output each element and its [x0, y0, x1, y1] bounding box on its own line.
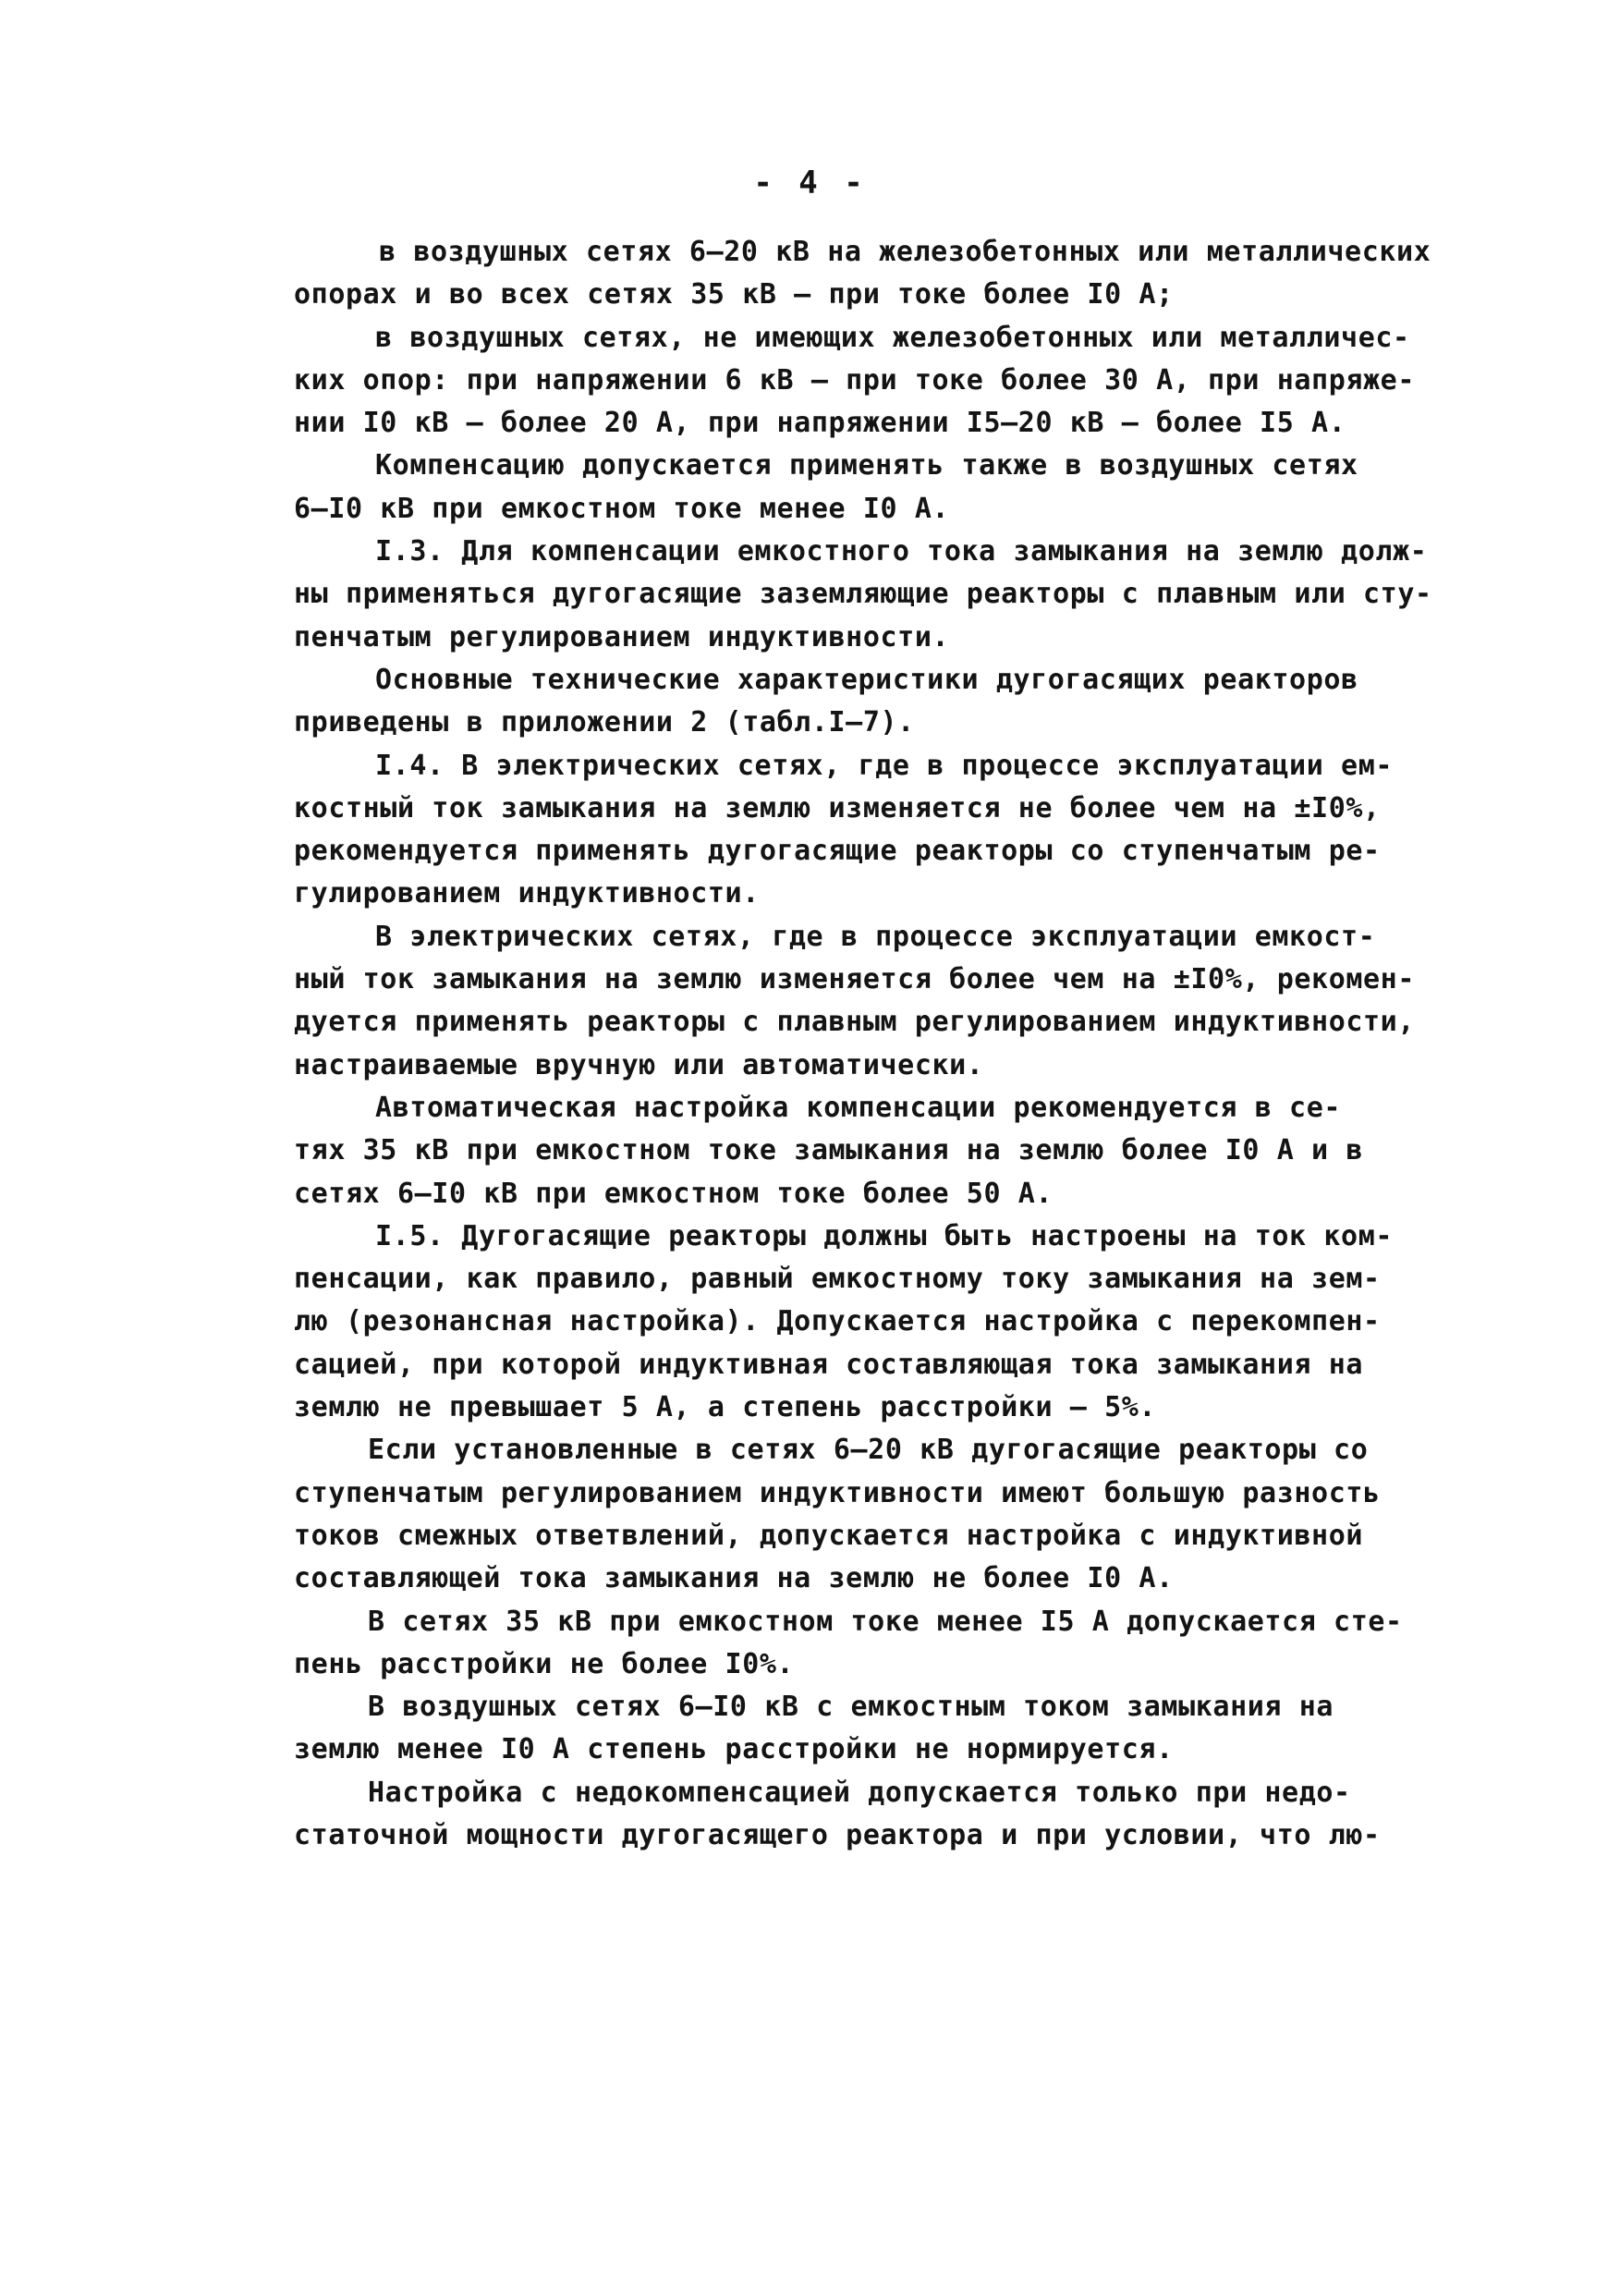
body-text — [294, 231, 1440, 1857]
text-line: пенсации, как правило, равный емкостному току замыкания на зем- — [294, 1263, 1381, 1296]
text-line: сетях 6–I0 кВ при емкостном токе более 50 А. — [294, 1177, 1054, 1210]
text-line: в воздушных сетях 6–20 кВ на железобетонных или металлических — [379, 236, 1431, 268]
text-line: землю не превышает 5 А, а степень расстройки – 5%. — [294, 1391, 1157, 1424]
text-line: костный ток замыкания на землю изменяется не более чем на ±I0%, — [294, 791, 1381, 824]
text-line: дуется применять реакторы с плавным регулированием индуктивности, — [294, 1006, 1415, 1039]
text-line: землю менее I0 А степень расстройки не нормируется. — [294, 1733, 1174, 1766]
text-line: рекомендуется применять дугогасящие реакторы со ступенчатым ре- — [294, 835, 1381, 868]
text-line: ких опор: при напряжении 6 кВ – при токе более 30 А, при напряже- — [294, 363, 1415, 397]
text-line: I.4. В электрических сетях, где в процессе эксплуатации ем- — [375, 749, 1394, 782]
text-line: Компенсацию допускается применять также в воздушных сетях — [375, 449, 1358, 482]
page-number: - 4 - — [753, 165, 867, 202]
text-line: пень расстройки не более I0%. — [294, 1647, 795, 1680]
text-line: ступенчатым регулированием индуктивности имеют большую разность — [294, 1476, 1381, 1509]
text-line: тях 35 кВ при емкостном токе замыкания на землю более I0 А и в — [294, 1134, 1364, 1167]
text-line: Если установленные в сетях 6–20 кВ дугогасящие реакторы со — [368, 1434, 1369, 1467]
text-line: 6–I0 кВ при емкостном токе менее I0 А. — [294, 492, 950, 525]
text-line: настраиваемые вручную или автоматически. — [294, 1048, 984, 1081]
text-line: Основные технические характеристики дугогасящих реакторов — [375, 663, 1358, 696]
text-line: опорах и во всех сетях 35 кВ – при токе более I0 А; — [294, 278, 1174, 311]
text-line: составляющей тока замыкания на землю не более I0 А. — [294, 1562, 1174, 1595]
text-line: лю (резонансная настройка). Допускается настройка с перекомпен- — [294, 1305, 1381, 1338]
text-line: в воздушных сетях, не имеющих железобетонных или металличес- — [375, 321, 1410, 354]
text-line: пенчатым регулированием индуктивности. — [294, 620, 950, 653]
text-line: I.5. Дугогасящие реакторы должны быть настроены на ток ком- — [375, 1219, 1394, 1252]
text-line: приведены в приложении 2 (табл.I–7). — [294, 706, 915, 739]
text-line: В сетях 35 кВ при емкостном токе менее I5 А допускается сте- — [368, 1605, 1403, 1638]
text-line: сацией, при которой индуктивная составляющая тока замыкания на — [294, 1348, 1364, 1381]
text-line: ны применяться дугогасящие заземляющие реакторы с плавным или сту- — [294, 578, 1432, 611]
text-line: гулированием индуктивности. — [294, 877, 760, 910]
text-line: статочной мощности дугогасящего реактора и при условии, что лю- — [294, 1818, 1381, 1851]
text-line: Автоматическая настройка компенсации рекомендуется в се- — [375, 1091, 1342, 1124]
text-line: В воздушных сетях 6–I0 кВ с емкостным током замыкания на — [368, 1691, 1334, 1724]
text-line: I.3. Для компенсации емкостного тока замыкания на землю долж- — [375, 535, 1428, 568]
text-line: ный ток замыкания на землю изменяется более чем на ±I0%, рекомен- — [294, 963, 1415, 996]
text-line: нии I0 кВ – более 20 А, при напряжении I5–20 кВ – более I5 А. — [294, 407, 1346, 440]
text-line: Настройка с недокомпенсацией допускается только при недо- — [368, 1776, 1351, 1809]
text-line: токов смежных ответвлений, допускается настройка с индуктивной — [294, 1519, 1364, 1552]
text-line: В электрических сетях, где в процессе эксплуатации емкост- — [375, 920, 1376, 953]
